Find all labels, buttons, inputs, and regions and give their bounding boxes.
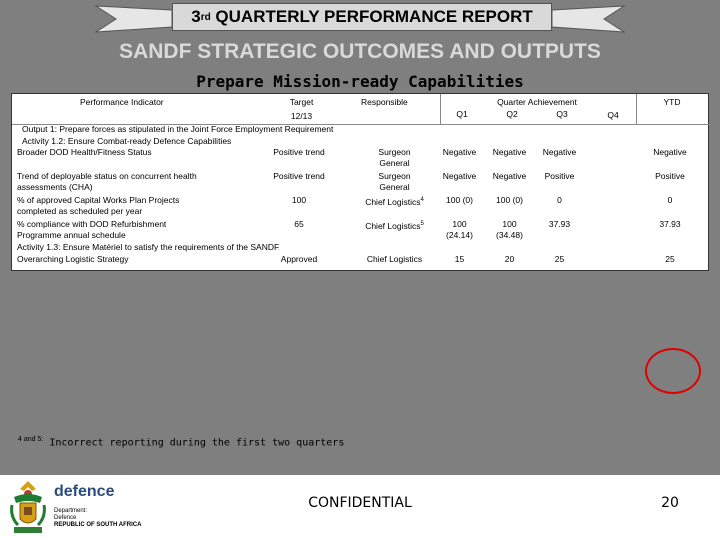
row-2-q3: Positive [544,171,575,181]
row-3-q1: 100 (0) [446,195,473,205]
row-5-ytd: 25 [665,254,675,264]
department-block [54,508,141,529]
row-2-responsible-line2: General [379,182,410,192]
confidential-label: CONFIDENTIAL [308,495,412,511]
row-1-q3: Negative [542,147,577,157]
header-quarter-achievement: Quarter Achievement [497,97,577,107]
divider [636,94,637,124]
row-5-indicator: Overarching Logistic Strategy [17,254,129,264]
row-5-target: Approved [280,254,318,264]
highlight-circle-icon [645,348,701,394]
row-3-responsible-text: Chief Logistics [365,196,421,207]
row-3-q3: 0 [557,195,562,205]
row-3-footnote-ref: 4 [420,197,424,203]
footer [0,475,720,540]
performance-table [11,93,709,271]
header-ytd: YTD [663,97,681,107]
section-title: Prepare Mission-ready Capabilities [196,72,524,91]
header-responsible: Responsible [361,97,408,107]
row-4-responsible [352,219,437,232]
header-q4: Q4 [607,110,619,120]
divider [440,94,441,124]
report-title-suffix: rd [200,11,211,23]
row-1-responsible: Surgeon [378,147,411,157]
row-5-responsible: Chief Logistics [366,254,423,264]
row-1-q1: Negative [442,147,477,157]
row-4-q1-line2: (24.14) [446,230,473,240]
row-4-footnote-ref: 5 [420,221,424,227]
page-subtitle: SANDF STRATEGIC OUTCOMES AND OUTPUTS [119,40,601,63]
row-1-indicator: Broader DOD Health/Fitness Status [17,147,152,157]
row-2-q2: Negative [492,171,527,181]
row-5-q3: 25 [554,254,565,264]
row-3-indicator: % of approved Capital Works Plan Projects [17,195,180,205]
row-1-responsible-line2: General [379,158,410,168]
page-number: 20 [661,495,679,511]
row-4-responsible-text: Chief Logistics [365,220,421,231]
activity-label-1-3: Activity 1.3: Ensure Matériel to satisfy the requirements of the SANDF [17,242,280,252]
row-2-q1: Negative [442,171,477,181]
output-label: Output 1: Prepare forces as stipulated in the Joint Force Employment Requirement [22,124,334,134]
header-target-year: 12/13 [290,111,313,121]
row-2-responsible: Surgeon [378,171,411,181]
row-4-q1: 100 [452,219,467,229]
row-2-ytd: Positive [655,171,685,181]
header-target: Target [289,97,314,107]
report-title-rest: QUARTERLY PERFORMANCE REPORT [210,7,533,26]
row-4-indicator: % compliance with DOD Refurbishment [17,219,167,229]
row-1-q2: Negative [492,147,527,157]
title-banner [0,0,720,40]
brand-name: defence [54,483,115,500]
report-title-number: 3 [191,7,201,26]
header-indicator: Performance Indicator [80,97,164,107]
row-1-target: Positive trend [273,147,325,157]
row-2-target: Positive trend [273,171,325,181]
row-2-indicator: Trend of deployable status on concurrent health [17,171,197,181]
footnote [18,436,344,448]
row-2-indicator-line2: assessments (CHA) [17,182,93,192]
header-q2: Q2 [506,109,518,119]
row-4-q2-line2: (34.48) [496,230,523,240]
row-5-q2: 20 [504,254,515,264]
row-5-q1: 15 [454,254,465,264]
footnote-marker: 4 and 5: [18,436,44,443]
row-4-q2: 100 [502,219,517,229]
row-4-indicator-line2: Programme annual schedule [17,230,126,240]
header-q3: Q3 [556,109,568,119]
dept-line-1: Department: [54,508,88,514]
row-3-ytd: 0 [667,195,673,205]
row-1-ytd: Negative [653,147,687,157]
row-4-target: 65 [294,219,304,229]
row-3-target: 100 [291,195,307,205]
header-q1: Q1 [456,109,468,119]
row-3-responsible [352,195,437,208]
activity-label: Activity 1.2: Ensure Combat-ready Defence Capabilities [22,136,232,146]
row-4-q3: 37.93 [548,219,571,229]
row-3-indicator-line2: completed as scheduled per year [17,206,143,216]
row-3-q2: 100 (0) [496,195,523,205]
footnote-text: Incorrect reporting during the first two quarters [43,437,345,449]
dept-line-3: REPUBLIC OF SOUTH AFRICA [54,522,142,528]
report-title [172,3,552,31]
dept-line-2: Defence [54,515,77,521]
row-4-ytd: 37.93 [659,219,681,229]
